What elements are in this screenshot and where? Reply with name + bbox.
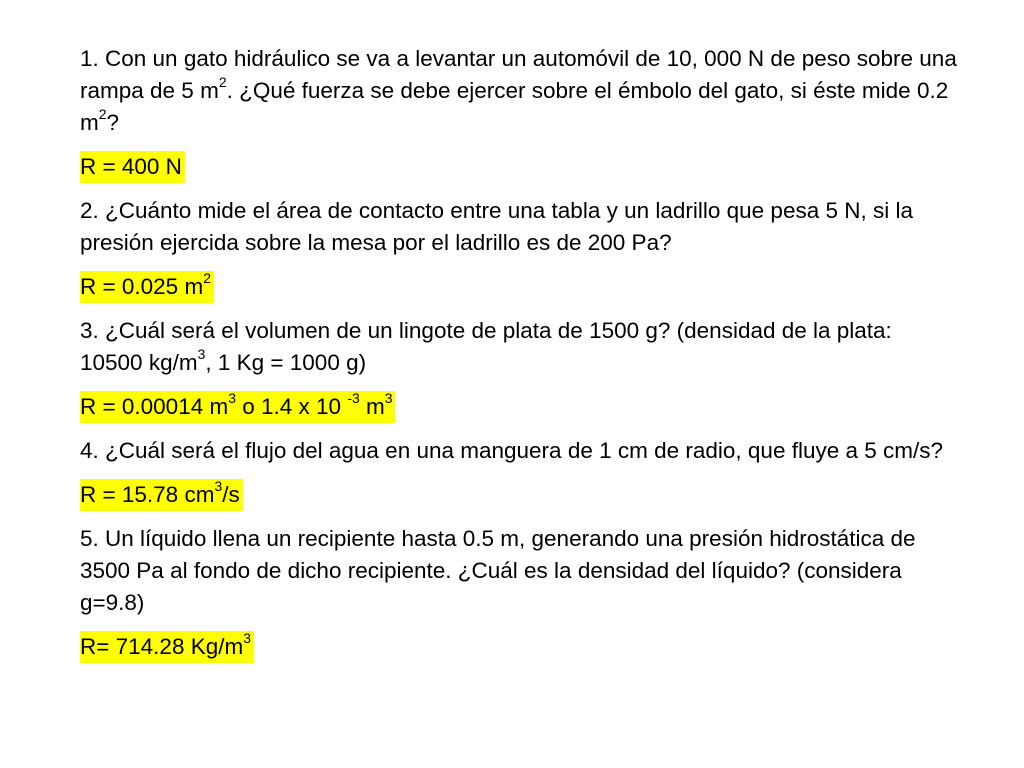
superscript: 3 [214, 478, 223, 495]
superscript: 2 [218, 74, 227, 91]
problem-5-question: 5. Un líquido llena un recipiente hasta 0.5 m, generando una presión hidrostática de 3500 Pa al fondo de dicho recipiente. ¿Cuál es la densidad del líquido? (considera g=9.8) [80, 526, 916, 615]
superscript: 3 [228, 390, 236, 407]
superscript: 3 [197, 346, 206, 363]
answer-text-a: R= 714.28 Kg/m [80, 634, 244, 659]
problem-1-text-a: 1. Con un gato hidráulico se va a levantar un automóvil de 10, 000 N de peso sobre una rampa de 5 m [80, 46, 957, 103]
problem-3-answer [80, 391, 395, 423]
problem-2-question: 2. ¿Cuánto mide el área de contacto entre una tabla y un ladrillo que pesa 5 N, si la presión ejercida sobre la mesa por el ladrillo es de 200 Pa? [80, 198, 914, 255]
superscript: 2 [98, 106, 107, 123]
answer-text-c: m [359, 394, 385, 419]
superscript: 3 [384, 390, 393, 407]
slide-content [80, 43, 960, 675]
problem-4-question: 4. ¿Cuál será el flujo del agua en una manguera de 1 cm de radio, que fluye a 5 cm/s? [80, 438, 944, 463]
problem-5-answer [80, 631, 254, 663]
answer-text-a: R = 0.00014 m [80, 394, 229, 419]
answer-text: R = 0.025 m [80, 274, 204, 299]
problem-1-answer: R = 400 N [80, 151, 185, 183]
problem-2-answer [80, 271, 214, 303]
answer-text-a: R = 15.78 cm [80, 482, 215, 507]
superscript: -3 [347, 390, 360, 407]
problem-1-text-c: ? [106, 110, 120, 135]
answer-text-b: o 1.4 x 10 [235, 394, 348, 419]
answer-text-b: /s [222, 482, 240, 507]
problem-4-answer [80, 479, 243, 511]
superscript: 2 [203, 270, 211, 287]
problem-3-text-a: 3. ¿Cuál será el volumen de un lingote de plata de 1500 g? (densidad de la plata: 10500 kg/m [80, 318, 892, 375]
problem-3-text-b: , 1 Kg = 1000 g) [205, 350, 367, 375]
problem-1-question [80, 43, 960, 139]
superscript: 3 [243, 630, 251, 647]
problem-1-text-b: . ¿Qué fuerza se debe ejercer sobre el émbolo del gato, si éste mide 0.2 m [80, 78, 949, 135]
problem-3-question [80, 315, 960, 379]
